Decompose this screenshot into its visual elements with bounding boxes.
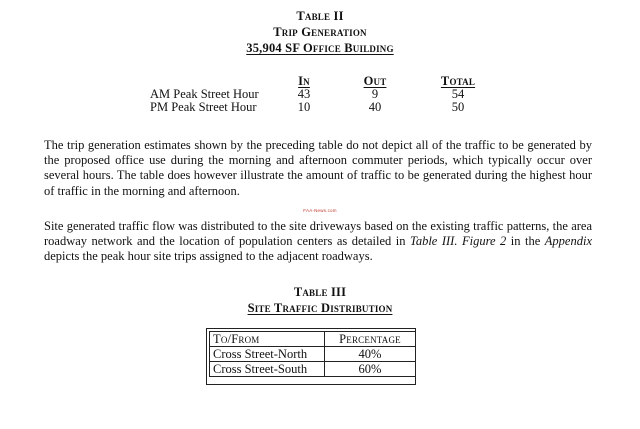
table-ii-subtitle-wrap	[0, 41, 640, 56]
table-row	[150, 101, 490, 114]
cell-to-from: Cross Street-South	[210, 362, 325, 377]
trip-generation-table	[150, 75, 490, 114]
header-total: Total	[440, 74, 476, 88]
cell-percentage: 40%	[325, 347, 416, 362]
table-reference: Table III.	[410, 234, 458, 249]
table-row	[210, 347, 416, 362]
paragraph-text: depicts the peak hour site trips assigned to the adjacent roadways.	[44, 249, 373, 264]
row-in: 10	[297, 100, 311, 114]
row-out: 40	[368, 100, 382, 114]
table-iii-title: Site Traffic Distribution	[247, 301, 393, 315]
paragraph-trip-estimates: The trip generation estimates shown by the preceding table do not depict all of the traffic to be generated by the proposed office use during the morning and afternoon commuter periods, which typically occur over several hours. The table does however illustrate the amount of traffic to be generated during the highest hour of traffic in the morning and afternoon.	[44, 138, 592, 198]
appendix-reference: Appendix	[544, 234, 592, 249]
table-iii-title-wrap	[0, 301, 640, 316]
header-in: In	[298, 74, 310, 88]
cell-to-from: Cross Street-North	[210, 347, 325, 362]
table-row	[210, 362, 416, 377]
header-to-from: To/From	[210, 332, 325, 347]
table-iii-header-row	[210, 332, 416, 347]
watermark-text: FAA-News.com	[303, 208, 337, 213]
figure-reference: Figure 2	[461, 234, 507, 249]
header-out: Out	[363, 74, 387, 88]
header-percentage: Percentage	[325, 332, 416, 347]
paragraph-text: in the	[506, 234, 545, 249]
row-label: AM Peak Street Hour	[150, 87, 259, 101]
site-traffic-distribution-table	[209, 331, 416, 377]
row-in: 43	[297, 87, 311, 101]
paragraph-traffic-flow	[44, 219, 592, 265]
row-out: 9	[371, 87, 379, 101]
row-total: 54	[451, 87, 465, 101]
table-ii-title: Trip Generation	[273, 25, 367, 39]
table-ii-subtitle: 35,904 SF Office Building	[246, 41, 394, 55]
row-label: PM Peak Street Hour	[150, 100, 257, 114]
cell-percentage: 60%	[325, 362, 416, 377]
row-total: 50	[451, 100, 465, 114]
table-iii-label: Table III	[293, 285, 347, 299]
paragraph-text: Site generated traffic flow was distributed to the site driveways based on the existing traffic patterns, the area roadway network and the location of population centers as detailed in	[44, 219, 592, 249]
table-ii-label: Table II	[296, 9, 344, 23]
